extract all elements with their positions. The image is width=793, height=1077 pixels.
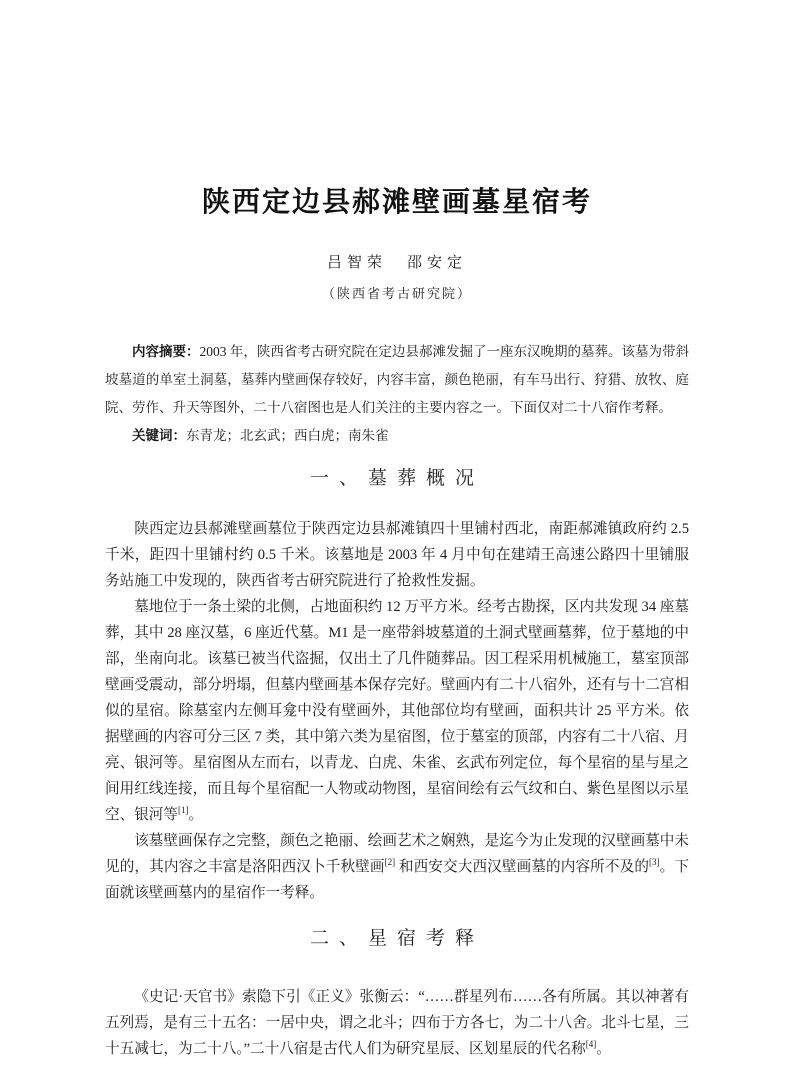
paragraph-tomb-location: 陕西定边县郝滩壁画墓位于陕西定边县郝滩镇四十里铺村西北，南距郝滩镇政府约 2.5 千米，距四十里铺村约 0.5 千米。该墓地是 2003 年 4 月中旬在建靖王高速公路四十里铺服务站施工中发现的，陕西省考古研究院进行了抢救性发掘。 xyxy=(105,521,689,589)
paragraph-text: 。 xyxy=(596,1041,611,1057)
abstract-text: 2003 年，陕西省考古研究院在定边县郝滩发掘了一座东汉晚期的墓葬。该墓为带斜坡墓道的单室土洞墓，墓葬内壁画保存较好，内容丰富，颜色艳丽，有车马出行、狩猎、放牧、庭院、劳作、升天等图外，二十八宿图也是人们关注的主要内容之一。下面仅对二十八宿作考释。 xyxy=(105,344,690,415)
paragraph-shiji-quote xyxy=(105,984,689,1062)
footnote-ref-2: [2] xyxy=(384,857,396,868)
paragraph-text: 《史记·天官书》索隐下引《正义》张衡云：“……群星列布……各有所属。其以神著有五列焉，是有三十五名：一居中央，谓之北斗；四布于方各七，为二十八舍。北斗七星，三十五减七，为二十八。”二十八宿是古代人们为研究星辰、区划星辰的代名称 xyxy=(105,989,689,1057)
paper-title: 陕西定边县郝滩壁画墓星宿考 xyxy=(201,186,592,217)
text-column xyxy=(105,0,689,1062)
footnote-ref-3: [3] xyxy=(649,857,660,868)
authors: 吕智荣 邵安定 xyxy=(326,255,467,271)
keywords-line xyxy=(105,422,689,450)
footnote-ref-1: [1] xyxy=(177,805,189,816)
footnote-ref-4: [4] xyxy=(585,1039,597,1050)
abstract-label: 内容摘要： xyxy=(132,344,200,359)
affiliation: （陕西省考古研究院） xyxy=(321,286,472,301)
abstract-paragraph xyxy=(105,338,689,422)
section-heading-star-interpretation: 二、星宿考释 xyxy=(309,928,484,949)
paragraph-mural-significance xyxy=(105,828,689,906)
paragraph-text: 该墓壁画保存之完整，颜色之艳丽、绘画艺术之娴熟，是迄今为止发现的汉壁画墓中未见的，其内容之丰富是洛阳西汉卜千秋壁画 xyxy=(105,833,689,875)
paragraph-cemetery-description xyxy=(105,594,689,828)
section-heading-tomb-overview: 一、墓葬概况 xyxy=(309,468,484,489)
paragraph-text: 。 xyxy=(188,807,204,823)
keywords-text: 东青龙；北玄武；西白虎；南朱雀 xyxy=(186,428,389,443)
paragraph-text: 。下面就该壁画墓内的星宿作一考释。 xyxy=(105,859,689,901)
paragraph-text: 墓地位于一条土梁的北侧，占地面积约 12 万平方米。经考古勘探，区内共发现 34 座墓葬，其中 28 座汉墓，6 座近代墓。M1 是一座带斜坡墓道的土洞式壁画墓葬，位于墓地的中部，坐南向北。该墓已被当代盗掘，仅出土了几件随葬品。因工程采用机械施工，墓室顶部壁画受震动，部分坍塌，但墓内壁画基本保存完好。壁画内有二十八宿外，还有与十二宫相似的星宿。除墓室内左侧耳龛中没有壁画外，其他部位均有壁画，面积共计 25 平方米。依据壁画的内容可分三区 7 类，其中第六类为星宿图，位于墓室的顶部，内容有二十八宿、月亮、银河等。星宿图从左而右，以青龙、白虎、朱雀、玄武布列定位，每个星宿的星与星之间用红线连接，而且每个星宿配一人物或动物图，星宿间绘有云气纹和白、紫色星图以示星空、银河等 xyxy=(105,599,689,823)
paragraph-text: 和西安交大西汉壁画墓的内容所不及的 xyxy=(395,859,650,875)
keywords-label: 关键词： xyxy=(132,428,186,443)
